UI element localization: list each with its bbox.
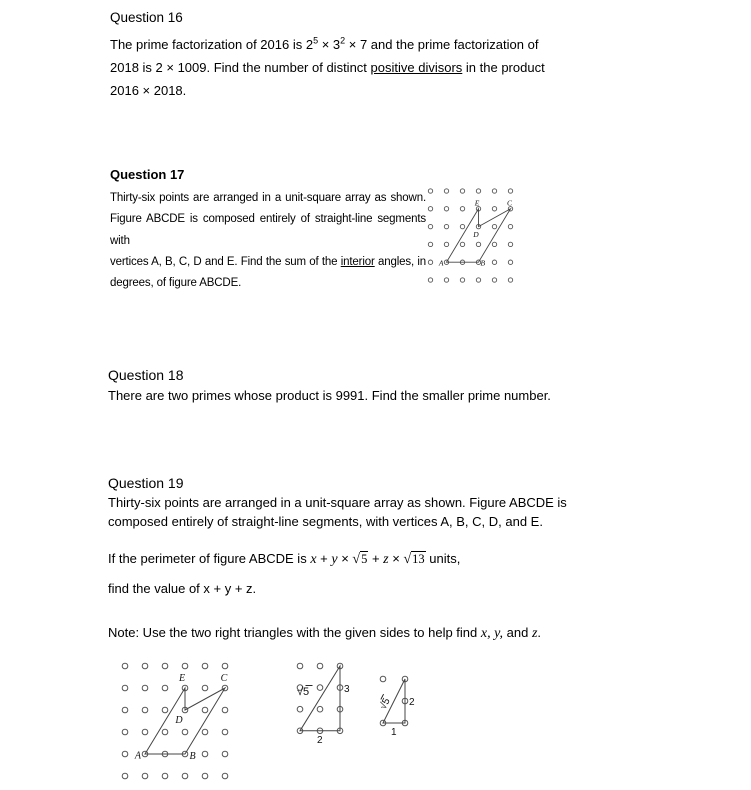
math-var-x: x <box>310 552 317 567</box>
q17-line4: degrees, of figure ABCDE. <box>110 277 242 290</box>
q18-heading: Question 18 <box>108 367 184 383</box>
radical-sign: √ <box>403 552 412 567</box>
math-operator: × <box>337 551 353 566</box>
q19-body <box>108 494 567 531</box>
exponent: 5 <box>313 35 319 46</box>
triangle-outline <box>300 666 340 731</box>
vertex-label-c: C <box>220 673 228 684</box>
q17-dot-grid-figure <box>425 182 525 290</box>
radicand-13: 13 <box>412 552 425 566</box>
text-segment: in the product <box>462 60 545 75</box>
radical-sign: √ <box>352 552 361 567</box>
text-segment: Note: Use the two right triangles with the given sides to help find <box>108 625 481 640</box>
text-segment: angles, in <box>374 255 426 268</box>
q17-heading: Question 17 <box>110 167 185 182</box>
q16-line1 <box>110 33 550 56</box>
text-segment: and <box>503 625 532 640</box>
rotated-hypotenuse-label-group <box>377 694 394 711</box>
math-operator: + <box>368 551 384 566</box>
vertex-label-e: E <box>474 198 480 208</box>
small-triangle-figure <box>371 663 429 741</box>
text-segment: If the perimeter of figure ABCDE is <box>108 551 311 566</box>
q18-body: There are two primes whose product is 9991. Find the smaller prime number. <box>108 388 551 403</box>
q19-find-line: find the value of x + y + z. <box>108 581 257 596</box>
q16-heading: Question 16 <box>110 10 183 25</box>
q17-line1: Thirty-six points are arranged in a unit-square array as shown. <box>110 192 426 204</box>
q19-heading: Question 19 <box>108 475 184 491</box>
text-segment: × 3 <box>318 37 341 52</box>
q16-line2 <box>110 56 550 79</box>
base-label: 2 <box>317 735 323 746</box>
exponent: 2 <box>340 35 346 46</box>
q19-note-line <box>108 625 541 642</box>
q19-line1: Thirty-six points are arranged in a unit-square array as shown. Figure ABCDE is <box>108 495 567 510</box>
radicand-5: 5 <box>361 552 368 566</box>
text-segment: 2018 is 2 × 1009. Find the number of distinct <box>110 60 371 75</box>
q16-body <box>110 33 550 102</box>
mid-triangle-figure <box>291 658 371 753</box>
q19-dot-grid-figure <box>113 655 253 790</box>
hypotenuse-label: √5 <box>377 696 393 712</box>
vertical-side-label: 3 <box>344 684 350 695</box>
text-segment: The prime factorization of 2016 is 2 <box>110 37 314 52</box>
vertex-label-b: B <box>480 258 486 268</box>
q19-line2: composed entirely of straight-line segments, with vertices A, B, C, D, and E. <box>108 513 543 529</box>
q17-line3 <box>110 252 426 273</box>
base-label: 1 <box>391 727 397 738</box>
underlined-term: interior <box>340 255 375 268</box>
vertex-label-b: B <box>189 751 196 762</box>
vertex-label-d: D <box>473 230 479 239</box>
math-operator: + <box>316 551 332 566</box>
vertex-label-a: A <box>438 258 444 268</box>
vertex-label-e: E <box>178 673 186 684</box>
math-operator: × <box>388 551 404 566</box>
q16-line3: 2016 × 2018. <box>110 83 187 98</box>
math-var-y: y <box>331 552 338 567</box>
text-segment: × 7 and the prime factorization of <box>345 37 539 52</box>
vertex-label-c: C <box>506 198 513 208</box>
text-segment: . <box>537 625 542 640</box>
vertex-label-a: A <box>134 750 141 762</box>
hypotenuse-label: √5 <box>297 686 310 698</box>
vertex-label-d: D <box>175 715 183 726</box>
dot-grid-6x6 <box>428 189 512 282</box>
text-segment: units, <box>425 551 461 566</box>
q17-line2: Figure ABCDE is composed entirely of straight-line segments with <box>110 213 426 247</box>
figure-abcde-outline <box>145 688 225 754</box>
underlined-term: positive divisors <box>370 60 463 75</box>
q19-perimeter-formula <box>108 551 460 568</box>
math-var-z: z <box>531 626 538 641</box>
q17-body <box>110 188 426 294</box>
math-var-z: z <box>383 552 389 567</box>
math-vars-xy: x, y, <box>480 626 504 641</box>
vertical-side-label: 2 <box>409 697 415 708</box>
text-segment: vertices A, B, C, D and E. Find the sum of the <box>110 255 341 268</box>
